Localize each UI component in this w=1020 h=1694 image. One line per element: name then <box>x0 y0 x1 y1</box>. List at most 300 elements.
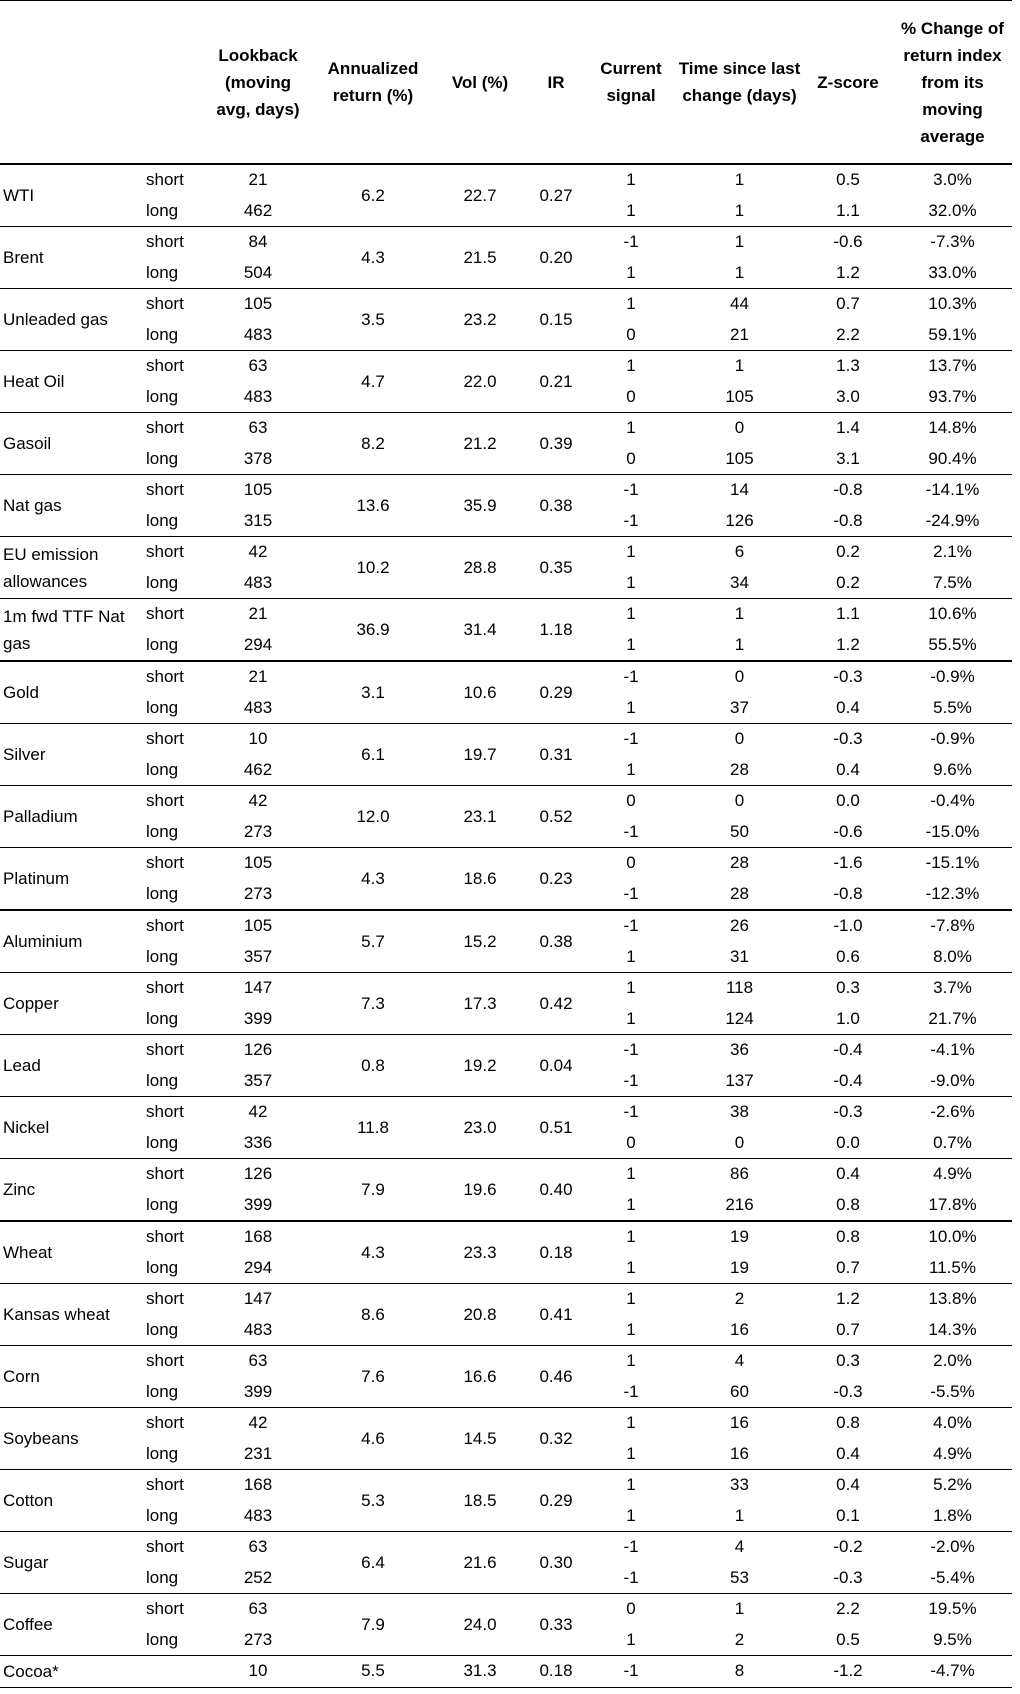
pct-change-value: 9.5% <box>933 1629 972 1649</box>
z-score-value: 0.4 <box>803 1470 893 1501</box>
z-score-value: 0.2 <box>836 572 860 592</box>
signal-value: 1 <box>626 200 636 220</box>
annualized-return-value: 8.6 <box>312 1284 434 1346</box>
pct-change-value: -2.0% <box>893 1532 1012 1563</box>
pct-change-value: -24.9% <box>925 510 980 530</box>
time-since-change-value: 4 <box>676 1532 803 1563</box>
horizon-label: short <box>142 413 204 444</box>
annualized-return-value: 6.4 <box>312 1532 434 1594</box>
pct-change-value: 93.7% <box>928 386 977 406</box>
table-row <box>0 1159 1012 1190</box>
pct-change-value: -0.9% <box>893 724 1012 755</box>
z-score-value: -0.3 <box>803 1097 893 1128</box>
pct-change-value: 33.0% <box>928 262 977 282</box>
pct-change-value: 3.7% <box>893 973 1012 1004</box>
horizon-label: short <box>142 724 204 755</box>
lookback-value: 126 <box>204 1035 312 1066</box>
horizon-label: long <box>146 883 179 903</box>
z-score-value: 0.3 <box>803 973 893 1004</box>
vol-value: 14.5 <box>434 1408 526 1470</box>
table-header <box>0 1 1012 165</box>
time-since-change-value: 1 <box>734 262 745 282</box>
z-score-value: -0.2 <box>803 1532 893 1563</box>
table-row <box>0 910 1012 942</box>
pct-change-value: 0.7% <box>933 1132 972 1152</box>
horizon-label: long <box>146 697 179 717</box>
signal-value: -1 <box>623 510 639 530</box>
horizon-label: long <box>146 386 179 406</box>
vol-value: 23.0 <box>434 1097 526 1159</box>
lookback-value: 105 <box>204 475 312 506</box>
time-since-change-value: 31 <box>730 946 749 966</box>
lookback-value: 252 <box>243 1567 273 1587</box>
pct-change-value: 10.0% <box>893 1221 1012 1253</box>
lookback-value: 105 <box>204 910 312 942</box>
z-score-value: 1.2 <box>836 262 860 282</box>
lookback-value: 294 <box>243 634 273 654</box>
vol-value: 23.1 <box>434 786 526 848</box>
pct-change-value: -4.7% <box>893 1656 1012 1688</box>
ir-value: 0.15 <box>526 289 586 351</box>
table-row <box>0 227 1012 258</box>
signal-value: 1 <box>586 1159 676 1190</box>
signal-value: -1 <box>586 227 676 258</box>
pct-change-value: -15.1% <box>893 848 1012 879</box>
lookback-value: 483 <box>243 572 273 592</box>
pct-change-value: -4.1% <box>893 1035 1012 1066</box>
time-since-change-value: 124 <box>725 1008 754 1028</box>
annualized-return-value: 5.7 <box>312 910 434 973</box>
pct-change-value: 59.1% <box>928 324 977 344</box>
signal-value: 0 <box>626 1132 636 1152</box>
table-row <box>0 848 1012 879</box>
ir-value: 0.29 <box>526 661 586 724</box>
annualized-return-value: 4.3 <box>312 227 434 289</box>
header-commodity <box>0 1 142 165</box>
table-row <box>0 1346 1012 1377</box>
ir-value: 0.23 <box>526 848 586 911</box>
signal-value: 1 <box>626 1629 636 1649</box>
pct-change-value: -0.9% <box>893 661 1012 693</box>
time-since-change-value: 105 <box>725 386 754 406</box>
annualized-return-value: 7.9 <box>312 1159 434 1222</box>
horizon-label: long <box>146 759 179 779</box>
lookback-value: 63 <box>204 1346 312 1377</box>
time-since-change-value: 1 <box>676 164 803 196</box>
horizon-label: short <box>142 1346 204 1377</box>
header-lookback: Lookback (moving avg, days) <box>204 1 312 165</box>
horizon-label: short <box>142 351 204 382</box>
time-since-change-value: 21 <box>730 324 749 344</box>
ir-value: 0.52 <box>526 786 586 848</box>
time-since-change-value: 14 <box>676 475 803 506</box>
time-since-change-value: 0 <box>676 786 803 817</box>
time-since-change-value: 34 <box>730 572 749 592</box>
pct-change-value: 10.3% <box>893 289 1012 320</box>
vol-value: 23.3 <box>434 1221 526 1284</box>
vol-value: 21.2 <box>434 413 526 475</box>
table-row <box>0 1532 1012 1563</box>
lookback-value: 231 <box>243 1443 273 1463</box>
pct-change-value: 17.8% <box>928 1194 977 1214</box>
signal-value: -1 <box>586 910 676 942</box>
time-since-change-value: 137 <box>725 1070 754 1090</box>
lookback-value: 42 <box>204 1097 312 1128</box>
table-row <box>0 1284 1012 1315</box>
header-row <box>0 1 1012 165</box>
signal-value: 1 <box>626 572 636 592</box>
ir-value: 0.31 <box>526 724 586 786</box>
ir-value: 0.21 <box>526 351 586 413</box>
vol-value: 20.8 <box>434 1284 526 1346</box>
annualized-return-value: 8.2 <box>312 413 434 475</box>
vol-value: 19.7 <box>434 724 526 786</box>
z-score-value: -0.8 <box>803 475 893 506</box>
signal-value: -1 <box>623 1567 639 1587</box>
signal-value: -1 <box>623 1381 639 1401</box>
time-since-change-value: 1 <box>676 351 803 382</box>
horizon-label: long <box>146 1567 179 1587</box>
ir-value: 0.18 <box>526 1656 586 1688</box>
signal-value: 0 <box>626 448 636 468</box>
z-score-value: 1.1 <box>803 599 893 630</box>
pct-change-value: 3.0% <box>893 164 1012 196</box>
commodity-name: Soybeans <box>0 1408 142 1470</box>
pct-change-value: 14.8% <box>893 413 1012 444</box>
pct-change-value: 11.5% <box>929 1257 976 1277</box>
commodity-name: Unleaded gas <box>0 289 142 351</box>
vol-value: 21.5 <box>434 227 526 289</box>
z-score-value: 1.2 <box>803 1284 893 1315</box>
ir-value: 0.20 <box>526 227 586 289</box>
vol-value: 10.6 <box>434 661 526 724</box>
ir-value: 0.32 <box>526 1408 586 1470</box>
annualized-return-value: 4.7 <box>312 351 434 413</box>
pct-change-value: -5.5% <box>930 1381 975 1401</box>
horizon-label: short <box>142 1594 204 1625</box>
table-row <box>0 724 1012 755</box>
time-since-change-value: 16 <box>730 1319 749 1339</box>
ir-value: 0.39 <box>526 413 586 475</box>
z-score-value: 3.0 <box>836 386 860 406</box>
signal-value: 1 <box>586 1221 676 1253</box>
annualized-return-value: 4.6 <box>312 1408 434 1470</box>
commodity-name: Heat Oil <box>0 351 142 413</box>
annualized-return-value: 36.9 <box>312 599 434 662</box>
signal-value: 0 <box>586 1594 676 1625</box>
pct-change-value: 5.2% <box>893 1470 1012 1501</box>
table-row <box>0 351 1012 382</box>
time-since-change-value: 1 <box>734 634 745 654</box>
z-score-value: 0.7 <box>803 289 893 320</box>
z-score-value: 0.8 <box>803 1408 893 1439</box>
ir-value: 0.38 <box>526 910 586 973</box>
vol-value: 31.3 <box>434 1656 526 1688</box>
lookback-value: 42 <box>204 786 312 817</box>
commodity-name: EU emission allowances <box>0 537 142 599</box>
signal-value: -1 <box>623 1070 639 1090</box>
z-score-value: 0.5 <box>803 164 893 196</box>
header-pct-change: % Change of return index from its moving average <box>893 1 1012 165</box>
annualized-return-value: 3.5 <box>312 289 434 351</box>
table-row <box>0 786 1012 817</box>
z-score-value: 3.1 <box>836 448 860 468</box>
signal-value: 1 <box>626 697 636 717</box>
commodity-name: Palladium <box>0 786 142 848</box>
time-since-change-value: 33 <box>676 1470 803 1501</box>
signal-value: 1 <box>626 1505 636 1525</box>
annualized-return-value: 13.6 <box>312 475 434 537</box>
time-since-change-value: 1 <box>734 200 745 220</box>
commodity-name: Zinc <box>0 1159 142 1222</box>
signal-value: 1 <box>586 599 676 630</box>
z-score-value: 0.8 <box>803 1221 893 1253</box>
horizon-label: short <box>142 475 204 506</box>
pct-change-value: 90.4% <box>928 448 977 468</box>
lookback-value: 462 <box>243 200 273 220</box>
lookback-value: 21 <box>204 164 312 196</box>
header-time-since-change: Time since last change (days) <box>676 1 803 165</box>
signal-value: 1 <box>586 1408 676 1439</box>
commodity-name: Coffee <box>0 1594 142 1656</box>
lookback-value: 63 <box>204 1594 312 1625</box>
time-since-change-value: 1 <box>676 227 803 258</box>
ir-value: 0.42 <box>526 973 586 1035</box>
commodity-name: Brent <box>0 227 142 289</box>
lookback-value: 273 <box>243 821 273 841</box>
time-since-change-value: 1 <box>676 1594 803 1625</box>
annualized-return-value: 6.2 <box>312 164 434 227</box>
vol-value: 17.3 <box>434 973 526 1035</box>
z-score-value: 0.0 <box>836 1132 860 1152</box>
time-since-change-value: 0 <box>676 724 803 755</box>
commodity-name: Aluminium <box>0 910 142 973</box>
signal-value: -1 <box>623 883 639 903</box>
table-row <box>0 164 1012 196</box>
horizon-label: short <box>142 1221 204 1253</box>
lookback-value: 378 <box>243 448 273 468</box>
vol-value: 31.4 <box>434 599 526 662</box>
horizon-label: short <box>142 1035 204 1066</box>
header-current-signal: Current signal <box>586 1 676 165</box>
table-row <box>0 1594 1012 1625</box>
horizon-label: long <box>146 1257 179 1277</box>
pct-change-value: 2.0% <box>893 1346 1012 1377</box>
z-score-value: 0.8 <box>836 1194 860 1214</box>
signal-value: -1 <box>586 475 676 506</box>
time-since-change-value: 38 <box>676 1097 803 1128</box>
time-since-change-value: 37 <box>730 697 749 717</box>
z-score-value: 2.2 <box>803 1594 893 1625</box>
pct-change-value: -12.3% <box>925 883 980 903</box>
pct-change-value: 1.8% <box>933 1505 972 1525</box>
pct-change-value: 14.3% <box>928 1319 977 1339</box>
z-score-value: -0.4 <box>833 1070 863 1090</box>
vol-value: 16.6 <box>434 1346 526 1408</box>
lookback-value: 483 <box>243 1505 273 1525</box>
signal-value: 1 <box>586 164 676 196</box>
table-row <box>0 1408 1012 1439</box>
annualized-return-value: 7.3 <box>312 973 434 1035</box>
signal-value: 1 <box>586 413 676 444</box>
z-score-value: 0.0 <box>803 786 893 817</box>
annualized-return-value: 10.2 <box>312 537 434 599</box>
lookback-value: 357 <box>243 1070 273 1090</box>
pct-change-value: 4.9% <box>933 1443 972 1463</box>
pct-change-value: 19.5% <box>893 1594 1012 1625</box>
table-row <box>0 537 1012 568</box>
time-since-change-value: 16 <box>676 1408 803 1439</box>
pct-change-value: -9.0% <box>930 1070 975 1090</box>
vol-value: 21.6 <box>434 1532 526 1594</box>
pct-change-value: 8.0% <box>933 946 972 966</box>
lookback-value: 21 <box>204 661 312 693</box>
time-since-change-value: 19 <box>730 1257 749 1277</box>
signal-value: 1 <box>586 1346 676 1377</box>
pct-change-value: 21.7% <box>928 1008 977 1028</box>
signal-value: 1 <box>626 1257 636 1277</box>
signal-value: 0 <box>586 848 676 879</box>
time-since-change-value: 216 <box>725 1194 754 1214</box>
pct-change-value: -5.4% <box>930 1567 975 1587</box>
annualized-return-value: 4.3 <box>312 848 434 911</box>
pct-change-value: -2.6% <box>893 1097 1012 1128</box>
pct-change-value: 7.5% <box>933 572 972 592</box>
commodity-name: Platinum <box>0 848 142 911</box>
table-row <box>0 1035 1012 1066</box>
header-ir: IR <box>526 1 586 165</box>
pct-change-value: 10.6% <box>893 599 1012 630</box>
table-row <box>0 475 1012 506</box>
horizon-label: short <box>142 599 204 630</box>
lookback-value: 483 <box>243 386 273 406</box>
horizon-label: short <box>142 661 204 693</box>
ir-value: 0.27 <box>526 164 586 227</box>
horizon-label: long <box>146 946 179 966</box>
lookback-value: 42 <box>204 1408 312 1439</box>
lookback-value: 483 <box>243 697 273 717</box>
horizon-label: short <box>142 537 204 568</box>
horizon-label: long <box>146 1443 179 1463</box>
horizon-label: long <box>146 200 179 220</box>
signal-value: 1 <box>626 634 636 654</box>
z-score-value: 0.2 <box>803 537 893 568</box>
ir-value: 0.35 <box>526 537 586 599</box>
z-score-value: 0.6 <box>836 946 860 966</box>
commodity-name: Cocoa* <box>0 1656 142 1688</box>
pct-change-value: -7.8% <box>893 910 1012 942</box>
z-score-value: -0.3 <box>803 661 893 693</box>
signal-value: -1 <box>586 724 676 755</box>
header-horizon <box>142 1 204 165</box>
z-score-value: -0.3 <box>833 1381 863 1401</box>
horizon-label: short <box>142 973 204 1004</box>
signal-value: 1 <box>626 1194 636 1214</box>
signal-value: -1 <box>586 1035 676 1066</box>
vol-value: 18.6 <box>434 848 526 911</box>
horizon-label: long <box>146 324 179 344</box>
lookback-value: 462 <box>243 759 273 779</box>
vol-value: 19.2 <box>434 1035 526 1097</box>
lookback-value: 10 <box>204 724 312 755</box>
pct-change-value: 4.9% <box>893 1159 1012 1190</box>
z-score-value: 0.4 <box>803 1159 893 1190</box>
signal-value: 1 <box>626 262 636 282</box>
commodity-name: Cotton <box>0 1470 142 1532</box>
lookback-value: 399 <box>243 1008 273 1028</box>
lookback-value: 21 <box>204 599 312 630</box>
signal-value: 1 <box>586 1470 676 1501</box>
z-score-value: 1.2 <box>836 634 860 654</box>
ir-value: 0.04 <box>526 1035 586 1097</box>
commodity-name: Corn <box>0 1346 142 1408</box>
signal-value: -1 <box>586 1097 676 1128</box>
table-row <box>0 1470 1012 1501</box>
z-score-value: 0.1 <box>836 1505 860 1525</box>
time-since-change-value: 60 <box>730 1381 749 1401</box>
lookback-value: 399 <box>243 1381 273 1401</box>
time-since-change-value: 53 <box>730 1567 749 1587</box>
commodity-name: Gasoil <box>0 413 142 475</box>
annualized-return-value: 5.5 <box>312 1656 434 1688</box>
table-row <box>0 1097 1012 1128</box>
commodity-name: Wheat <box>0 1221 142 1284</box>
pct-change-value: 32.0% <box>928 200 977 220</box>
vol-value: 35.9 <box>434 475 526 537</box>
horizon-label: long <box>146 1132 179 1152</box>
lookback-value: 63 <box>204 351 312 382</box>
horizon-label: short <box>142 1097 204 1128</box>
header-annualized-return: Annualized return (%) <box>312 1 434 165</box>
lookback-value: 483 <box>243 1319 273 1339</box>
commodity-name: WTI <box>0 164 142 227</box>
lookback-value: 168 <box>204 1470 312 1501</box>
pct-change-value: -7.3% <box>893 227 1012 258</box>
horizon-label: long <box>146 510 179 530</box>
annualized-return-value: 12.0 <box>312 786 434 848</box>
header-z-score: Z-score <box>803 1 893 165</box>
time-since-change-value: 126 <box>725 510 754 530</box>
commodity-name: Gold <box>0 661 142 724</box>
time-since-change-value: 28 <box>730 759 749 779</box>
pct-change-value: 13.7% <box>893 351 1012 382</box>
signal-value: 1 <box>626 1319 636 1339</box>
horizon-label: long <box>146 1070 179 1090</box>
table-row <box>0 599 1012 630</box>
time-since-change-value: 2 <box>676 1284 803 1315</box>
lookback-value: 10 <box>204 1656 312 1688</box>
horizon-label: long <box>146 1008 179 1028</box>
horizon-label: long <box>146 634 179 654</box>
z-score-value: -0.8 <box>833 510 863 530</box>
commodity-name: 1m fwd TTF Nat gas <box>0 599 142 662</box>
annualized-return-value: 11.8 <box>312 1097 434 1159</box>
z-score-value: -1.0 <box>803 910 893 942</box>
time-since-change-value: 0 <box>734 1132 745 1152</box>
z-score-value: -0.4 <box>803 1035 893 1066</box>
horizon-label: short <box>142 910 204 942</box>
ir-value: 0.51 <box>526 1097 586 1159</box>
ir-value: 0.46 <box>526 1346 586 1408</box>
vol-value: 24.0 <box>434 1594 526 1656</box>
z-score-value: -0.3 <box>833 1567 863 1587</box>
ir-value: 1.18 <box>526 599 586 662</box>
lookback-value: 147 <box>204 973 312 1004</box>
table-row <box>0 661 1012 693</box>
horizon-label <box>142 1656 204 1688</box>
pct-change-value: -0.4% <box>893 786 1012 817</box>
table-row <box>0 289 1012 320</box>
